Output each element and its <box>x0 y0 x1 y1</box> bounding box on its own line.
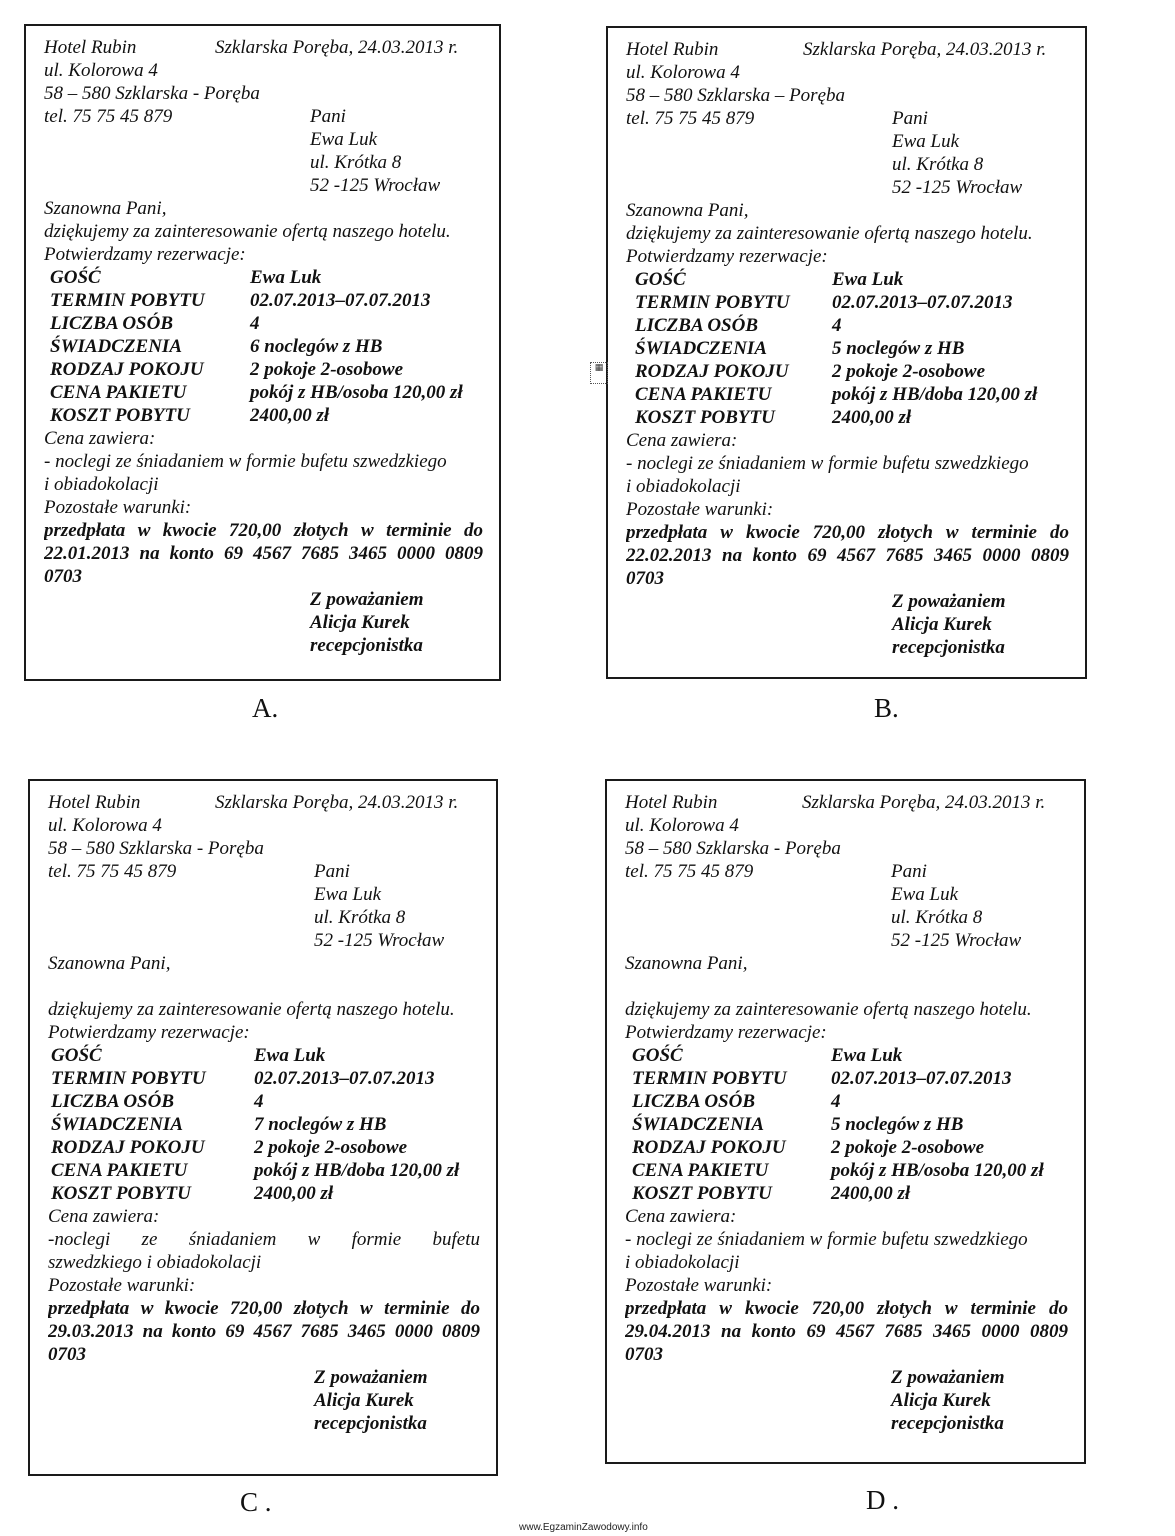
reservation-table <box>626 268 1069 429</box>
hotel-phone: tel. 75 75 45 879 <box>48 861 177 882</box>
signer-name: Alicja Kurek <box>314 1390 414 1411</box>
hotel-phone: tel. 75 75 45 879 <box>44 106 173 127</box>
table-row: RODZAJ POKOJU 2 pokoje 2-osobowe <box>635 361 986 382</box>
signer-name: Alicja Kurek <box>891 1390 991 1411</box>
table-row: CENA PAKIETU pokój z HB/osoba 120,00 zł <box>50 382 463 403</box>
table-row: RODZAJ POKOJU 2 pokoje 2-osobowe <box>50 359 404 380</box>
table-row: LICZBA OSÓB 4 <box>50 313 260 334</box>
hotel-street: ul. Kolorowa 4 <box>48 815 162 836</box>
table-row: RODZAJ POKOJU 2 pokoje 2-osobowe <box>51 1137 408 1158</box>
confirm-line: Potwierdzamy rezerwacje: <box>48 1022 250 1043</box>
option-label-d: D . <box>866 1485 899 1515</box>
hotel-phone: tel. 75 75 45 879 <box>625 861 754 882</box>
recipient-name: Ewa Luk <box>310 129 378 150</box>
includes-line-1: -noclegi ze śniadaniem w formie bufetu <box>48 1229 480 1250</box>
hotel-city: 58 – 580 Szklarska - Poręba <box>44 83 260 104</box>
other-terms-heading: Pozostałe warunki: <box>626 499 774 520</box>
table-row: CENA PAKIETU pokój z HB/osoba 120,00 zł <box>632 1160 1044 1181</box>
confirm-line: Potwierdzamy rezerwacje: <box>625 1022 827 1043</box>
letter-c <box>28 779 498 1476</box>
signer-role: recepcjonistka <box>314 1413 427 1434</box>
footer-watermark: www.EgzaminZawodowy.info <box>519 1522 648 1533</box>
table-row: KOSZT POBYTU 2400,00 zł <box>632 1183 911 1204</box>
table-row: ŚWIADCZENIA 7 noclegów z HB <box>51 1114 387 1135</box>
hotel-phone: tel. 75 75 45 879 <box>626 108 755 129</box>
letter-a <box>24 24 501 681</box>
salutation: Szanowna Pani, <box>48 953 171 974</box>
option-label-a: A. <box>252 693 279 723</box>
signer-role: recepcjonistka <box>310 635 423 656</box>
payment-line-1: przedpłata w kwocie 720,00 złotych w terminie do <box>48 1298 480 1319</box>
thanks-line: dziękujemy za zainteresowanie ofertą naszego hotelu. <box>626 223 1033 244</box>
table-row: GOŚĆ Ewa Luk <box>50 267 322 288</box>
reservation-table <box>48 1044 480 1205</box>
table-row: ŚWIADCZENIA 5 noclegów z HB <box>632 1114 964 1135</box>
table-row: ŚWIADCZENIA 6 noclegów z HB <box>50 336 383 357</box>
recipient-title: Pani <box>891 861 927 882</box>
signer-name: Alicja Kurek <box>310 612 410 633</box>
includes-line-2: szwedzkiego i obiadokolacji <box>48 1252 262 1273</box>
price-includes-heading: Cena zawiera: <box>48 1206 160 1227</box>
hotel-city: 58 – 580 Szklarska – Poręba <box>626 85 846 106</box>
closing: Z poważaniem <box>891 1367 1005 1388</box>
reservation-table <box>625 1044 1068 1205</box>
table-row: CENA PAKIETU pokój z HB/doba 120,00 zł <box>635 384 1038 405</box>
table-row: RODZAJ POKOJU 2 pokoje 2-osobowe <box>632 1137 985 1158</box>
closing: Z poważaniem <box>310 589 424 610</box>
place-date: Szklarska Poręba, 24.03.2013 r. <box>802 792 1046 813</box>
payment-line-2: 22.02.2013 na konto 69 4567 7685 3465 0000 0809 <box>626 545 1069 566</box>
payment-line-1: przedpłata w kwocie 720,00 złotych w terminie do <box>44 520 483 541</box>
thanks-line: dziękujemy za zainteresowanie ofertą naszego hotelu. <box>48 999 455 1020</box>
reservation-table <box>44 266 483 427</box>
recipient-city: 52 -125 Wrocław <box>891 930 1022 951</box>
recipient-city: 52 -125 Wrocław <box>310 175 441 196</box>
hotel-street: ul. Kolorowa 4 <box>625 815 739 836</box>
table-row: LICZBA OSÓB 4 <box>51 1091 264 1112</box>
signer-role: recepcjonistka <box>891 1413 1004 1434</box>
closing: Z poważaniem <box>314 1367 428 1388</box>
payment-line-1: przedpłata w kwocie 720,00 złotych w terminie do <box>625 1298 1068 1319</box>
price-includes-heading: Cena zawiera: <box>626 430 738 451</box>
letter-b <box>606 26 1087 679</box>
includes-line-1: - noclegi ze śniadaniem w formie bufetu szwedzkiego <box>44 451 447 472</box>
place-date: Szklarska Poręba, 24.03.2013 r. <box>803 39 1047 60</box>
thanks-line: dziękujemy za zainteresowanie ofertą naszego hotelu. <box>44 221 451 242</box>
payment-line-3: 0703 <box>44 566 82 587</box>
signer-role: recepcjonistka <box>892 637 1005 658</box>
payment-line-2: 22.01.2013 na konto 69 4567 7685 3465 0000 0809 <box>44 543 483 564</box>
salutation: Szanowna Pani, <box>626 200 749 221</box>
table-row: KOSZT POBYTU 2400,00 zł <box>635 407 912 428</box>
payment-line-3: 0703 <box>625 1344 663 1365</box>
table-row: TERMIN POBYTU 02.07.2013–07.07.2013 <box>51 1068 435 1089</box>
thanks-line: dziękujemy za zainteresowanie ofertą naszego hotelu. <box>625 999 1032 1020</box>
table-row: ŚWIADCZENIA 5 noclegów z HB <box>635 338 965 359</box>
placeholder-image-icon: ▦ <box>590 362 608 384</box>
recipient-title: Pani <box>892 108 928 129</box>
price-includes-heading: Cena zawiera: <box>44 428 156 449</box>
recipient-name: Ewa Luk <box>891 884 959 905</box>
hotel-city: 58 – 580 Szklarska - Poręba <box>625 838 841 859</box>
includes-line-1: - noclegi ze śniadaniem w formie bufetu szwedzkiego <box>626 453 1029 474</box>
payment-line-3: 0703 <box>626 568 664 589</box>
confirm-line: Potwierdzamy rezerwacje: <box>626 246 828 267</box>
other-terms-heading: Pozostałe warunki: <box>625 1275 773 1296</box>
option-label-c: C . <box>240 1487 272 1517</box>
table-row: LICZBA OSÓB 4 <box>632 1091 841 1112</box>
option-label-b: B. <box>874 693 899 723</box>
hotel-name: Hotel Rubin <box>44 37 137 58</box>
recipient-street: ul. Krótka 8 <box>314 907 406 928</box>
table-row: GOŚĆ Ewa Luk <box>51 1045 326 1066</box>
recipient-street: ul. Krótka 8 <box>310 152 402 173</box>
hotel-street: ul. Kolorowa 4 <box>44 60 158 81</box>
confirm-line: Potwierdzamy rezerwacje: <box>44 244 246 265</box>
signer-name: Alicja Kurek <box>892 614 992 635</box>
other-terms-heading: Pozostałe warunki: <box>48 1275 196 1296</box>
price-includes-heading: Cena zawiera: <box>625 1206 737 1227</box>
letter-d <box>605 779 1086 1464</box>
includes-line-2: i obiadokolacji <box>44 474 159 495</box>
payment-line-2: 29.04.2013 na konto 69 4567 7685 3465 0000 0809 <box>625 1321 1068 1342</box>
hotel-city: 58 – 580 Szklarska - Poręba <box>48 838 264 859</box>
recipient-city: 52 -125 Wrocław <box>892 177 1023 198</box>
includes-line-2: i obiadokolacji <box>626 476 741 497</box>
recipient-title: Pani <box>310 106 346 127</box>
payment-line-1: przedpłata w kwocie 720,00 złotych w terminie do <box>626 522 1069 543</box>
includes-line-1: - noclegi ze śniadaniem w formie bufetu szwedzkiego <box>625 1229 1028 1250</box>
table-row: KOSZT POBYTU 2400,00 zł <box>50 405 330 426</box>
hotel-name: Hotel Rubin <box>48 792 141 813</box>
payment-line-2: 29.03.2013 na konto 69 4567 7685 3465 0000 0809 <box>48 1321 480 1342</box>
recipient-city: 52 -125 Wrocław <box>314 930 445 951</box>
includes-line-2: i obiadokolacji <box>625 1252 740 1273</box>
table-row: CENA PAKIETU pokój z HB/doba 120,00 zł <box>51 1160 460 1181</box>
hotel-name: Hotel Rubin <box>625 792 718 813</box>
recipient-name: Ewa Luk <box>892 131 960 152</box>
recipient-street: ul. Krótka 8 <box>892 154 984 175</box>
table-row: TERMIN POBYTU 02.07.2013–07.07.2013 <box>635 292 1013 313</box>
hotel-street: ul. Kolorowa 4 <box>626 62 740 83</box>
salutation: Szanowna Pani, <box>625 953 748 974</box>
closing: Z poważaniem <box>892 591 1006 612</box>
table-row: GOŚĆ Ewa Luk <box>635 269 904 290</box>
table-row: TERMIN POBYTU 02.07.2013–07.07.2013 <box>50 290 431 311</box>
salutation: Szanowna Pani, <box>44 198 167 219</box>
recipient-title: Pani <box>314 861 350 882</box>
recipient-street: ul. Krótka 8 <box>891 907 983 928</box>
table-row: LICZBA OSÓB 4 <box>635 315 842 336</box>
table-row: KOSZT POBYTU 2400,00 zł <box>51 1183 334 1204</box>
place-date: Szklarska Poręba, 24.03.2013 r. <box>215 37 459 58</box>
other-terms-heading: Pozostałe warunki: <box>44 497 192 518</box>
place-date: Szklarska Poręba, 24.03.2013 r. <box>215 792 459 813</box>
recipient-name: Ewa Luk <box>314 884 382 905</box>
payment-line-3: 0703 <box>48 1344 86 1365</box>
table-row: TERMIN POBYTU 02.07.2013–07.07.2013 <box>632 1068 1012 1089</box>
hotel-name: Hotel Rubin <box>626 39 719 60</box>
table-row: GOŚĆ Ewa Luk <box>632 1045 903 1066</box>
